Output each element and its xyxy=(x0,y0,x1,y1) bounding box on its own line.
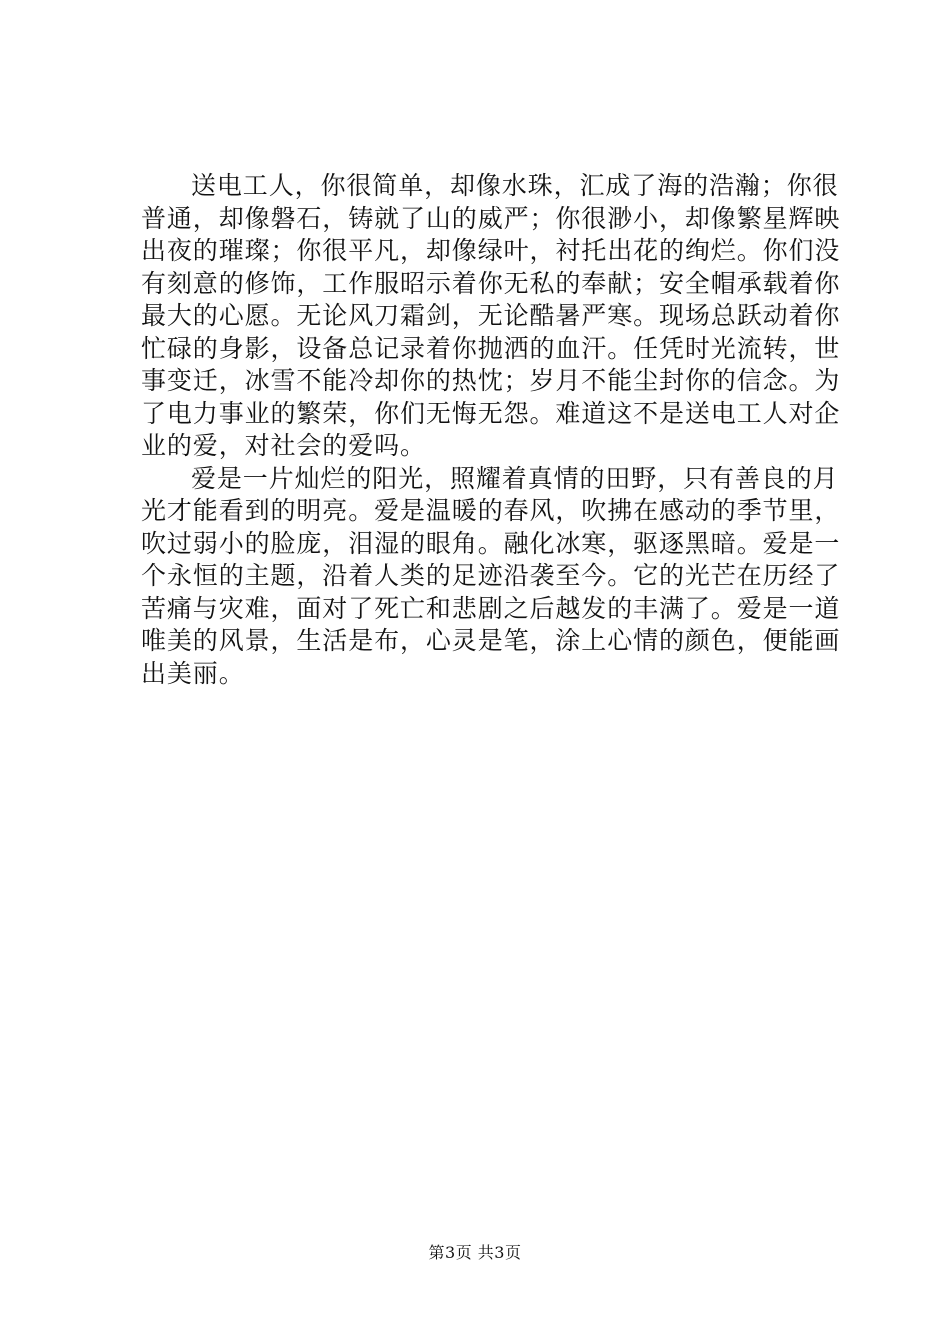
text-line: 事变迁，冰雪不能冷却你的热忱；岁月不能尘封你的信念。为 xyxy=(141,366,841,395)
text-line: 光才能看到的明亮。爱是温暖的春风，吹拂在感动的季节里， xyxy=(141,496,841,525)
text-line: 最大的心愿。无论风刀霜剑，无论酷暑严寒。现场总跃动着你 xyxy=(141,301,841,330)
text-line: 出美丽。 xyxy=(141,658,245,688)
body-text xyxy=(141,170,841,690)
text-line: 业的爱，对社会的爱吗。 xyxy=(141,431,426,460)
text-line: 爱是一片灿烂的阳光，照耀着真情的田野，只有善良的月 xyxy=(191,463,839,493)
text-line: 吹过弱小的脸庞，泪湿的眼角。融化冰寒，驱逐黑暗。爱是一 xyxy=(141,528,841,558)
text-line: 送电工人，你很简单，却像水珠，汇成了海的浩瀚；你很 xyxy=(191,171,839,200)
text-line: 了电力事业的繁荣，你们无悔无怨。难道这不是送电工人对企 xyxy=(141,398,841,428)
text-line: 个永恒的主题，沿着人类的足迹沿袭至今。它的光芒在历经了 xyxy=(141,561,841,590)
text-line: 唯美的风景，生活是布，心灵是笔，涂上心情的颜色，便能画 xyxy=(141,626,841,655)
text-line: 有刻意的修饰，工作服昭示着你无私的奉献；安全帽承载着你 xyxy=(141,268,841,298)
page-number-footer: 第3页 共3页 xyxy=(428,1243,522,1262)
paragraph-1 xyxy=(141,170,841,463)
text-line: 忙碌的身影，设备总记录着你抛洒的血汗。任凭时光流转，世 xyxy=(141,333,841,363)
text-line: 苦痛与灾难，面对了死亡和悲剧之后越发的丰满了。爱是一道 xyxy=(141,593,841,623)
text-line: 出夜的璀璨；你很平凡，却像绿叶，衬托出花的绚烂。你们没 xyxy=(141,236,841,265)
text-line: 普通，却像磐石，铸就了山的威严；你很渺小，却像繁星辉映 xyxy=(141,203,841,233)
paragraph-2 xyxy=(141,463,841,691)
